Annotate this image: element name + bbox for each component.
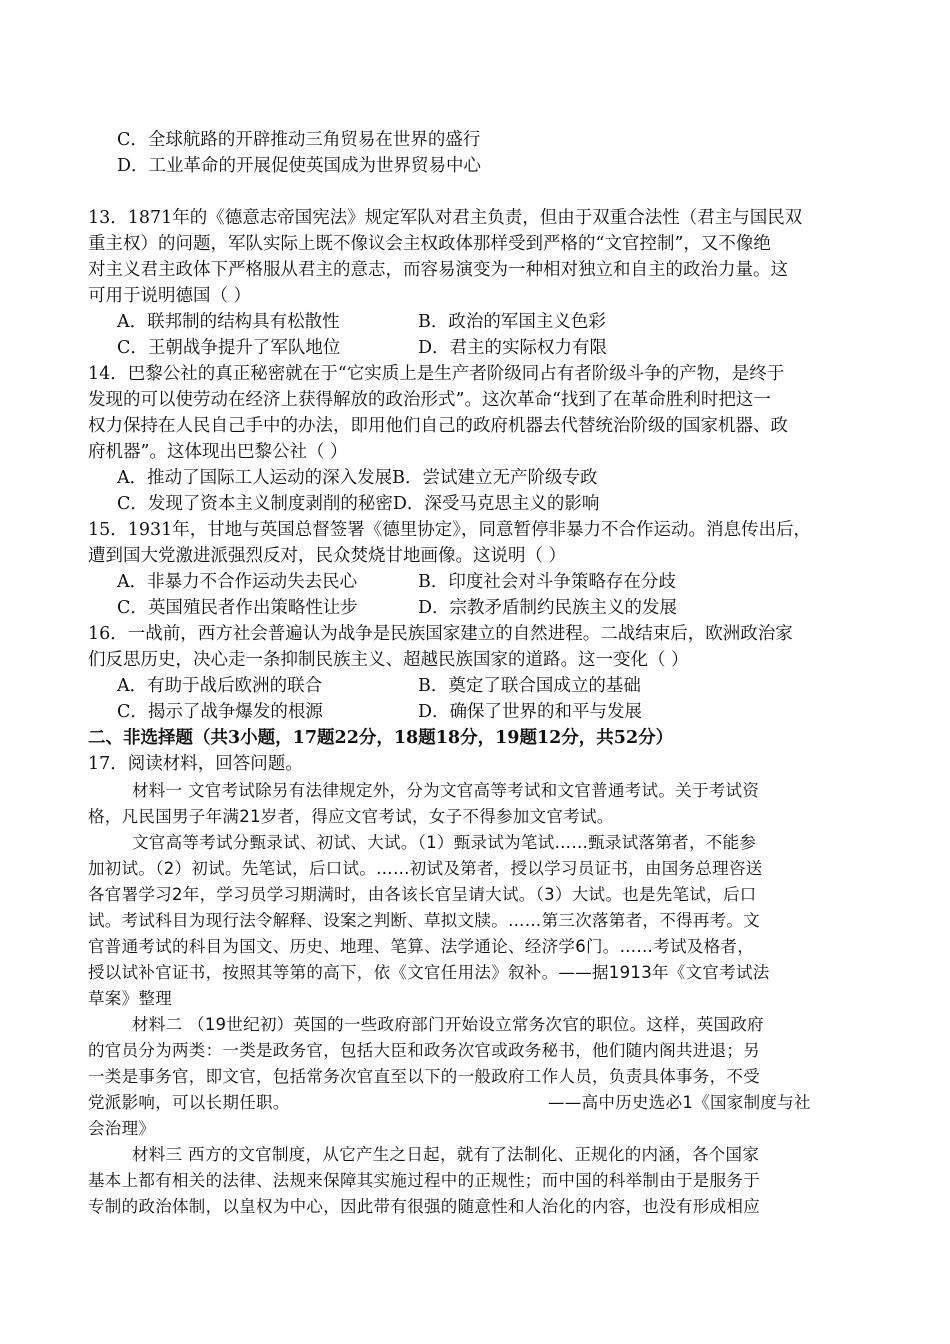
q13-stem-line: 重主权）的问题，军队实际上既不像议会主权政体那样受到严格的“文官控制”，又不像绝	[88, 234, 771, 254]
material-line: 官普通考试的科目为国文、历史、地理、笔算、法学通论、经济学6门。……考试及格者，	[88, 937, 754, 956]
q14-stem-line: 发现的可以使劳动在经济上获得解放的政治形式”。这次革命“找到了在革命胜利时把这一	[88, 390, 771, 410]
q14-options-ab: A．推动了国际工人运动的深入发展B．尝试建立无产阶级专政	[117, 468, 598, 488]
q15-stem-line: 遭到国大党激进派强烈反对，民众焚烧甘地画像。这说明（ ）	[88, 546, 567, 566]
q13-option-d: D．君主的实际权力有限	[418, 338, 608, 358]
material-line: 文官高等考试分甄录试、初试、大试。（1）甄录试为笔试……甄录试落第者，不能参	[132, 833, 757, 852]
q13-option-c: C．王朝战争提升了军队地位	[117, 338, 341, 358]
q16-option-b: B．奠定了联合国成立的基础	[418, 676, 641, 696]
material-line: 材料二 （19世纪初）英国的一些政府部门开始设立常务次官的职位。这样，英国政府	[132, 1015, 764, 1034]
material-line: 格，凡民国男子年满21岁者，得应文官考试，女子不得参加文官考试。	[88, 807, 614, 826]
q17-prompt: 17．阅读材料，回答问题。	[88, 754, 303, 774]
q14-options-cd: C．发现了资本主义制度剥削的秘密D．深受马克思主义的影响	[117, 494, 600, 514]
material-line: 试。考试科目为现行法令解释、设案之判断、草拟文牍。……第三次落第者，不得再考。文	[88, 911, 760, 930]
material-line: 党派影响，可以长期任职。	[88, 1093, 290, 1112]
q13-stem-line: 可用于说明德国（ ）	[88, 286, 252, 306]
q16-option-a: A．有助于战后欧洲的联合	[117, 676, 323, 696]
material-line: 一类是事务官，即文官，包括常务次官直至以下的一般政府工作人员，负责具体事务，不受	[88, 1067, 760, 1086]
material-line: 专制的政治体制，以皇权为中心，因此带有很强的随意性和人治化的内容，也没有形成相应	[88, 1197, 760, 1216]
q16-option-c: C．揭示了战争爆发的根源	[117, 702, 323, 722]
material-line: 授以试补官证书，按照其等第的高下，依《文官任用法》叙补。——据1913年《文官考试法	[88, 963, 770, 982]
q16-option-d: D．确保了世界的和平与发展	[418, 702, 643, 722]
q15-option-c: C．英国殖民者作出策略性让步	[117, 598, 358, 618]
q12-option-d: D．工业革命的开展促使英国成为世界贸易中心	[117, 156, 482, 176]
material-line: 材料三 西方的文官制度，从它产生之日起，就有了法制化、正规化的内涵，各个国家	[132, 1145, 760, 1164]
q12-option-c: C．全球航路的开辟推动三角贸易在世界的盛行	[117, 130, 481, 150]
q13-stem-line: 13．1871年的《德意志帝国宪法》规定军队对君主负责，但由于双重合法性（君主与国民双	[88, 208, 803, 228]
material-source: ——高中历史选必1《国家制度与社	[548, 1093, 811, 1112]
q13-option-b: B．政治的军国主义色彩	[418, 312, 606, 332]
material-line: 各官署学习2年，学习员学习期满时，由各该长官呈请大试。（3）大试。也是先笔试，后口	[88, 885, 757, 904]
material-line: 草案》整理	[88, 989, 172, 1008]
material-source: 会治理》	[88, 1119, 156, 1138]
material-line: 基本上都有相关的法律、法规来保障其实施过程中的正规性；而中国的科举制由于是服务于	[88, 1171, 760, 1190]
material-line: 的官员分为两类：一类是政务官，包括大臣和政务次官或政务秘书，他们随内阁共进退；另	[88, 1041, 760, 1060]
q15-option-b: B．印度社会对斗争策略存在分歧	[418, 572, 676, 592]
material-line: 材料一 文官考试除另有法律规定外，分为文官高等考试和文官普通考试。关于考试资	[132, 781, 760, 800]
q15-option-d: D．宗教矛盾制约民族主义的发展	[418, 598, 678, 618]
q14-stem-line: 14．巴黎公社的真正秘密就在于“它实质上是生产者阶级同占有者阶级斗争的产物，是终于	[88, 364, 785, 384]
q14-stem-line: 府机器”。这体现出巴黎公社（ ）	[88, 442, 348, 462]
section-heading: 二、非选择题（共3小题，17题22分，18题18分，19题12分，共52分）	[88, 728, 674, 748]
q16-stem-line: 16．一战前，西方社会普遍认为战争是民族国家建立的自然进程。二战结束后，欧洲政治家	[88, 624, 793, 644]
q13-option-a: A．联邦制的结构具有松散性	[117, 312, 340, 332]
material-line: 加初试。（2）初试。先笔试，后口试。……初试及第者，授以学习员证书，由国务总理咨送	[88, 859, 763, 878]
q15-option-a: A．非暴力不合作运动失去民心	[117, 572, 358, 592]
q16-stem-line: 们反思历史，决心走一条抑制民族主义、超越民族国家的道路。这一变化（ ）	[88, 650, 689, 670]
q14-stem-line: 权力保持在人民自己手中的办法，即用他们自己的政府机器去代替统治阶级的国家机器、政	[88, 416, 788, 436]
q13-stem-line: 对主义君主政体下严格服从君主的意志，而容易演变为一种相对独立和自主的政治力量。这	[88, 260, 788, 280]
q15-stem-line: 15．1931年，甘地与英国总督签署《德里协定》，同意暂停非暴力不合作运动。消息传出后，	[88, 520, 812, 540]
